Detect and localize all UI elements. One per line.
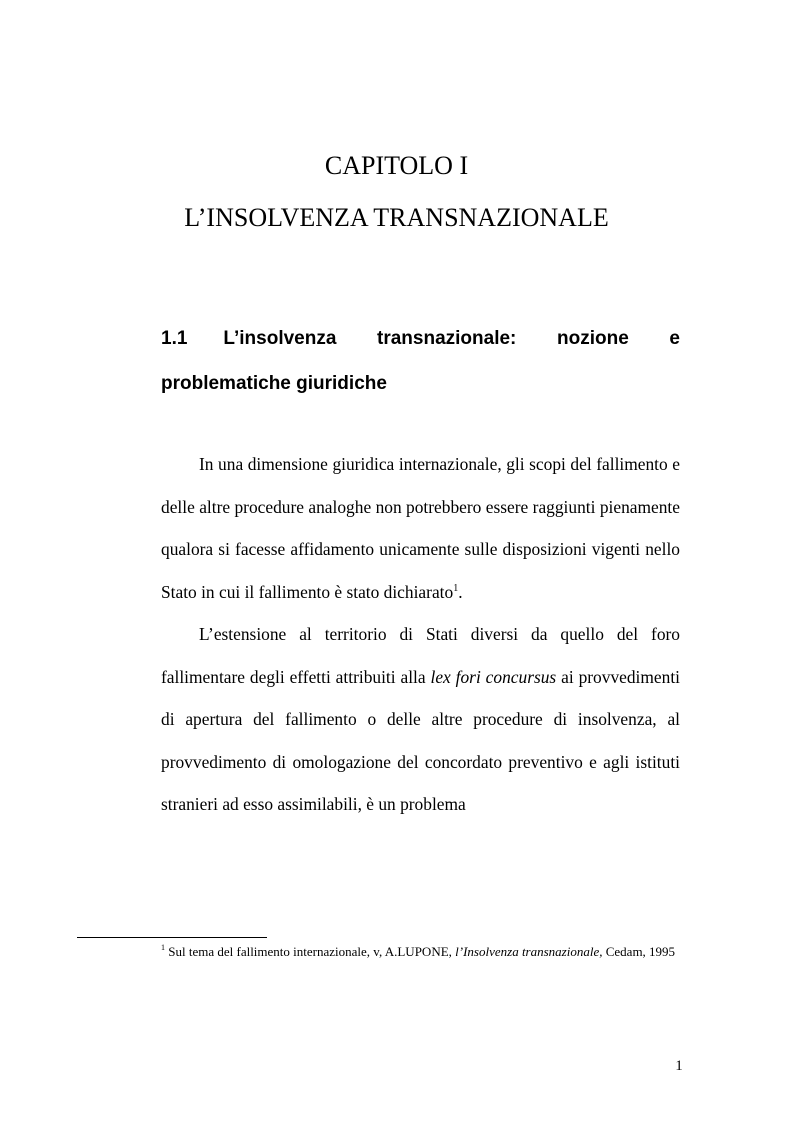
paragraph-2: [161, 613, 680, 826]
section-word-3: nozione: [557, 328, 629, 349]
footnote-italic: l’Insolvenza transnazionale,: [455, 944, 603, 959]
body-text: [161, 443, 680, 826]
section-heading-line2: problematiche giuridiche: [161, 373, 387, 394]
page-number: 1: [675, 1058, 683, 1074]
paragraph-1: [161, 443, 680, 613]
paragraph-1-end: .: [458, 581, 463, 602]
footnote-number: 1: [161, 943, 165, 952]
paragraph-2-italic: lex fori concursus: [430, 666, 557, 687]
chapter-label: CAPITOLO I: [324, 151, 469, 180]
section-word-4: e: [669, 328, 680, 349]
section-heading: [161, 316, 680, 406]
chapter-heading: [0, 140, 793, 244]
footnote-text-b: Cedam, 1995: [602, 944, 676, 959]
section-number: 1.1: [161, 328, 188, 349]
section-word-1: L’insolvenza: [223, 328, 337, 349]
footnote-text-a: Sul tema del fallimento internazionale, v, A.LUPONE,: [165, 944, 456, 959]
chapter-title: L’INSOLVENZA TRANSNAZIONALE: [184, 203, 609, 232]
section-word-2: transnazionale:: [377, 328, 517, 349]
footnote-ref[interactable]: 1: [453, 582, 459, 594]
paragraph-2-text-b: ai provvedimenti di apertura del fallimento o delle altre procedure di insolvenza, al provvedimento di omologazione del concordato preventivo e agli istituti stranieri ad esso assimilabili, è un problema: [161, 666, 680, 814]
section-heading-line1: [161, 316, 680, 361]
paragraph-1-text: In una dimensione giuridica internazionale, gli scopi del fallimento e delle altre procedure analoghe non potrebbero essere raggiunti pienamente qualora si facesse affidamento unicamente sulle disposizioni vigenti nello Stato in cui il fallimento è stato dichiarato: [161, 454, 680, 602]
footnote: [161, 942, 680, 962]
paragraph-2-text-a: L’estensione al territorio di Stati diversi da quello del foro fallimentare degli effetti attribuiti alla: [161, 624, 680, 687]
footnote-divider: [77, 937, 267, 938]
